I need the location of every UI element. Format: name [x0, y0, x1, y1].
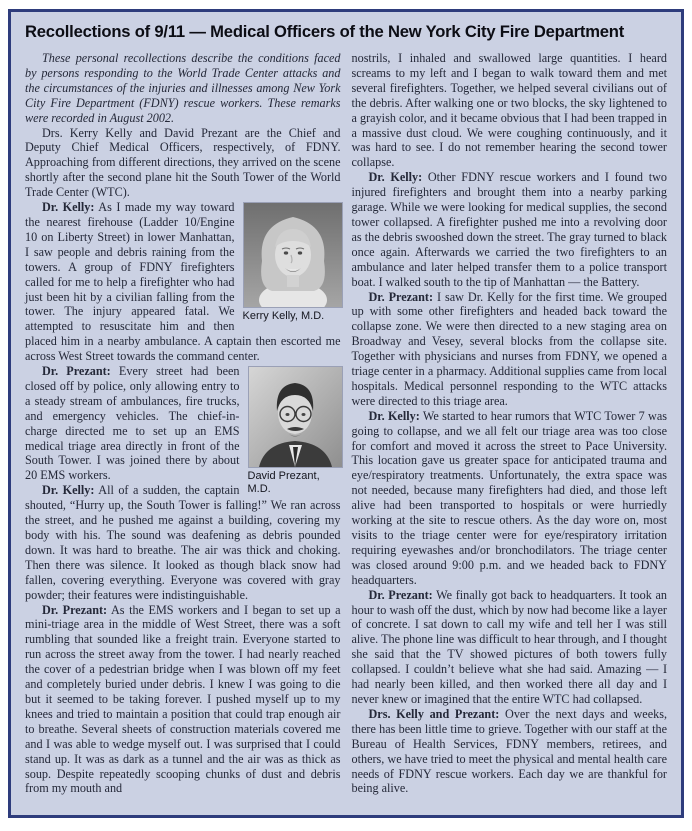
speaker-label: Dr. Prezant: [42, 364, 111, 379]
paragraph-text: Every street had been closed off by police, only allowing entry to a steady stream of ambulances, fire trucks, and emergency vehicles. The chief-in-charge directed me to set up an EMS medical triage area directly in front of the South Tower. I was joined there by about 20 EMS workers. [25, 364, 240, 483]
paragraph-prezant-3 [352, 290, 668, 409]
paragraph-kelly-1 [25, 200, 341, 364]
speaker-label: Dr. Kelly: [368, 408, 420, 423]
speaker-label: Dr. Prezant: [368, 587, 433, 602]
intro-paragraph: These personal recollections describe the conditions faced by persons responding to the World Trade Center attacks and the circumstances of the injuries and illnesses among New York City Fire Department (FDNY) rescue workers. These remarks were recorded in August 2002. [25, 51, 341, 125]
kerry-kelly-photo [243, 202, 343, 308]
paragraph-text: Other FDNY rescue workers and I found two injured firefighters and brought them into a nearby parking garage. While we were looking for medical supplies, the second tower collapsed. A firefighter pushed me into a revolving door as the debris swooshed down the street. The gray turned to black once again. Afterwards we carried the two firefighters to an ambulance and later helped transfer them to a police transport boat. I walked south to the tip of Manhattan — the Battery. [351, 170, 667, 289]
paragraph-kelly-2 [25, 483, 341, 602]
paragraph-prezant-2-continued: nostrils, I inhaled and swallowed large quantities. I heard screams to my left and I began to walk toward them and met several firefighters. Together, we helped several civilians out of the debris. After walking one or two blocks, the sky lightened to a grayish color, and it became obvious that I had been trapped in a massive dust cloud. We were coughing continuously, and it was hard to see. I do not remember hearing the second tower collapse. [351, 51, 667, 170]
speaker-label: Dr. Prezant: [42, 602, 108, 617]
speaker-label: Dr. Prezant: [368, 289, 434, 304]
paragraph-text: As the EMS workers and I began to set up a mini-triage area in the middle of West Street, there was a soft rumbling that sounded like a freight train. Everyone started to run across the street away from the tower. I had nearly reached the cover of a pedestrian bridge when I was blown off my feet and completely buried under debris. I knew I was going to die but it seemed to be taking forever. I pushed myself up to my knees and tried to maintain a position that could trap enough air to breathe. Several sheets of construction materials covered me and I was able to wedge myself out. I was surprised that I could stand up. It was as dark as a tunnel and the air was as thick as soup. Despite repeatedly scooping chunks of dust and debris from my mouth and [25, 602, 341, 796]
right-column [352, 51, 668, 796]
paragraph-kelly-3 [352, 170, 668, 289]
paragraph-prezant-2 [25, 603, 341, 797]
speaker-label: Dr. Kelly: [368, 170, 423, 185]
two-column-body [25, 51, 667, 796]
figure-kerry-kelly [243, 202, 341, 323]
paragraph-text: As I made my way toward the nearest firehouse (Ladder 10/Engine 10 on Liberty Street) in lower Manhattan, I saw people and debris raining from the towers. A group of FDNY firefighters called for me to help a firefighter who had just been hit by a civilian falling from the tower. The injury appeared fatal. We attempted to resuscitate him and then placed him in a nearby ambulance. A captain then escorted me across West Street towards the command center. [25, 200, 341, 364]
paragraph-text: Over the next days and weeks, there has been little time to grieve. Together with our staff at the Bureau of Health Services, FDNY members, retirees, and others, we have tried to meet the physical and mental health care needs of FDNY rescue workers. Each day we are thankful for being alive. [351, 706, 667, 796]
paragraph-text: I saw Dr. Kelly for the first time. We grouped up with some other firefighters and headed back toward the collapse zone. We were then directed to a new staging area on Broadway and Vesey, several blocks from the collapse site. Together with physicians and nurses from FDNY, we opened a triage center in a pharmacy. Additional supplies came from local hospitals. Medical personnel responding to the WTC attacks were directed to this triage area. [351, 289, 667, 408]
photo-caption-kelly: Kerry Kelly, M.D. [242, 310, 325, 323]
paragraph-text: We started to hear rumors that WTC Tower 7 was going to collapse, and we all felt our triage area was too close for comfort and moved it across the street to Pace University. This location gave us greater space for anticipated trauma and eye/respiratory treatments. Unfortunately, the extra space was not needed, because many firefighters had died, and those left alive had been transported to hospitals or were hurriedly working at the site to rescue others. As the day wore on, most visits to the triage center were for eye/respiratory irritation requiring eyewashes and/or bronchodilators. The triage center was closed around 9:00 p.m. and we headed back to FDNY headquarters. [351, 408, 667, 587]
paragraph-kelly-and-prezant [352, 707, 668, 796]
speaker-label: Drs. Kelly and Prezant: [368, 706, 500, 721]
speaker-label: Dr. Kelly: [42, 483, 95, 498]
photo-caption-prezant: David Prezant, M.D. [247, 470, 320, 496]
paragraph-kelly-4 [352, 409, 668, 588]
paragraph-text: We finally got back to headquarters. It took an hour to wash off the dust, which by now had become like a layer of concrete. I sat down to call my wife and tell her I was still alive. The phone line was difficult to hear through, and I thought she said that the TV showed pictures of both towers fully collapsed. I couldn’t believe what she had said. Amazing — I had nearly been killed, and then worked there all day and I never knew or imagined that the entire WTC had collapsed. [351, 587, 667, 706]
speaker-label: Dr. Kelly: [42, 200, 95, 215]
article-page [8, 9, 684, 818]
figure-david-prezant [248, 366, 341, 496]
paragraph-text: All of a sudden, the captain shouted, “Hurry up, the South Tower is falling!” We ran across the street, and he pushed me against a building, covering my body with his. The sound was deafening as debris pounded down. It was hard to breathe. The air was thick and choking. Then there was silence. It looked as though black snow had fallen, covering everything. Everyone was covered with gray powder; their features were indistinguishable. [25, 483, 341, 602]
left-column [25, 51, 341, 796]
byline-paragraph: Drs. Kerry Kelly and David Prezant are the Chief and Deputy Chief Medical Officers, respectively, of FDNY. Approaching from different directions, they arrived on the scene shortly after the second plane hit the South Tower of the World Trade Center (WTC). [25, 125, 341, 200]
david-prezant-photo [248, 366, 343, 468]
paragraph-prezant-4 [352, 588, 668, 707]
page-title: Recollections of 9/11 — Medical Officers of the New York City Fire Department [25, 22, 625, 41]
